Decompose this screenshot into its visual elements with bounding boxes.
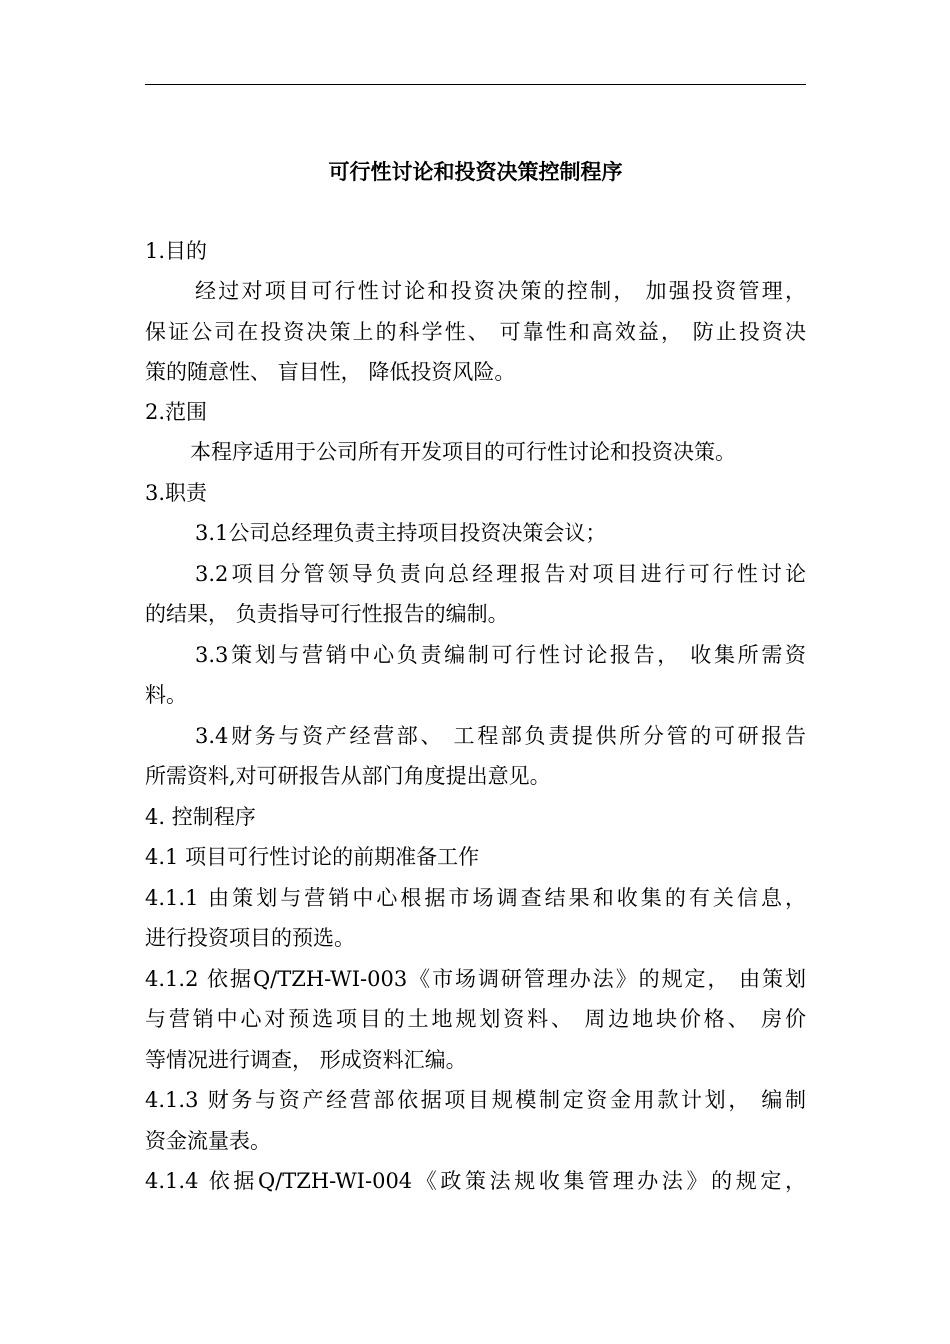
- paragraph-line: 3.3策划与营销中心负责编制可行性讨论报告， 收集所需资: [195, 643, 806, 667]
- section-heading-purpose: 1.目的: [145, 239, 208, 263]
- paragraph-line: 4.1.2 依据Q/TZH-WI-003《市场调研管理办法》的规定， 由策划: [145, 967, 806, 991]
- paragraph-line: 与营销中心对预选项目的土地规划资料、 周边地块价格、 房价: [145, 1007, 806, 1031]
- header-rule: [145, 84, 806, 85]
- document-title: 可行性讨论和投资决策控制程序: [328, 160, 623, 184]
- paragraph-line: 资金流量表。: [145, 1129, 271, 1153]
- subsection-heading: 4.1 项目可行性讨论的前期准备工作: [145, 845, 480, 869]
- paragraph-line: 3.4财务与资产经营部、 工程部负责提供所分管的可研报告: [195, 724, 806, 748]
- section-heading-control-procedure: 4. 控制程序: [145, 805, 256, 829]
- paragraph-line: 等情况进行调查， 形成资料汇编。: [145, 1048, 467, 1072]
- paragraph-line: 策的随意性、 盲目性， 降低投资风险。: [145, 360, 516, 384]
- paragraph-line: 3.1公司总经理负责主持项目投资决策会议；: [195, 521, 607, 545]
- section-heading-responsibilities: 3.职责: [145, 481, 208, 505]
- paragraph-line: 3.2项目分管领导负责向总经理报告对项目进行可行性讨论: [195, 562, 806, 586]
- section-heading-scope: 2.范围: [145, 400, 208, 424]
- paragraph-line: 料。: [145, 683, 187, 707]
- paragraph-line: 保证公司在投资决策上的科学性、 可靠性和高效益， 防止投资决: [145, 320, 806, 344]
- paragraph-line: 经过对项目可行性讨论和投资决策的控制， 加强投资管理，: [195, 279, 806, 303]
- paragraph-line: 所需资料,对可研报告从部门角度提出意见。: [145, 764, 551, 788]
- paragraph-line: 4.1.4 依据Q/TZH-WI-004《政策法规收集管理办法》的规定，: [145, 1169, 806, 1193]
- paragraph-line: 4.1.1 由策划与营销中心根据市场调查结果和收集的有关信息，: [145, 886, 806, 910]
- paragraph-line: 4.1.3 财务与资产经营部依据项目规模制定资金用款计划， 编制: [145, 1088, 806, 1112]
- paragraph-line: 本程序适用于公司所有开发项目的可行性讨论和投资决策。: [190, 440, 736, 464]
- paragraph-line: 的结果， 负责指导可行性报告的编制。: [145, 602, 509, 626]
- paragraph-line: 进行投资项目的预选。: [145, 926, 355, 950]
